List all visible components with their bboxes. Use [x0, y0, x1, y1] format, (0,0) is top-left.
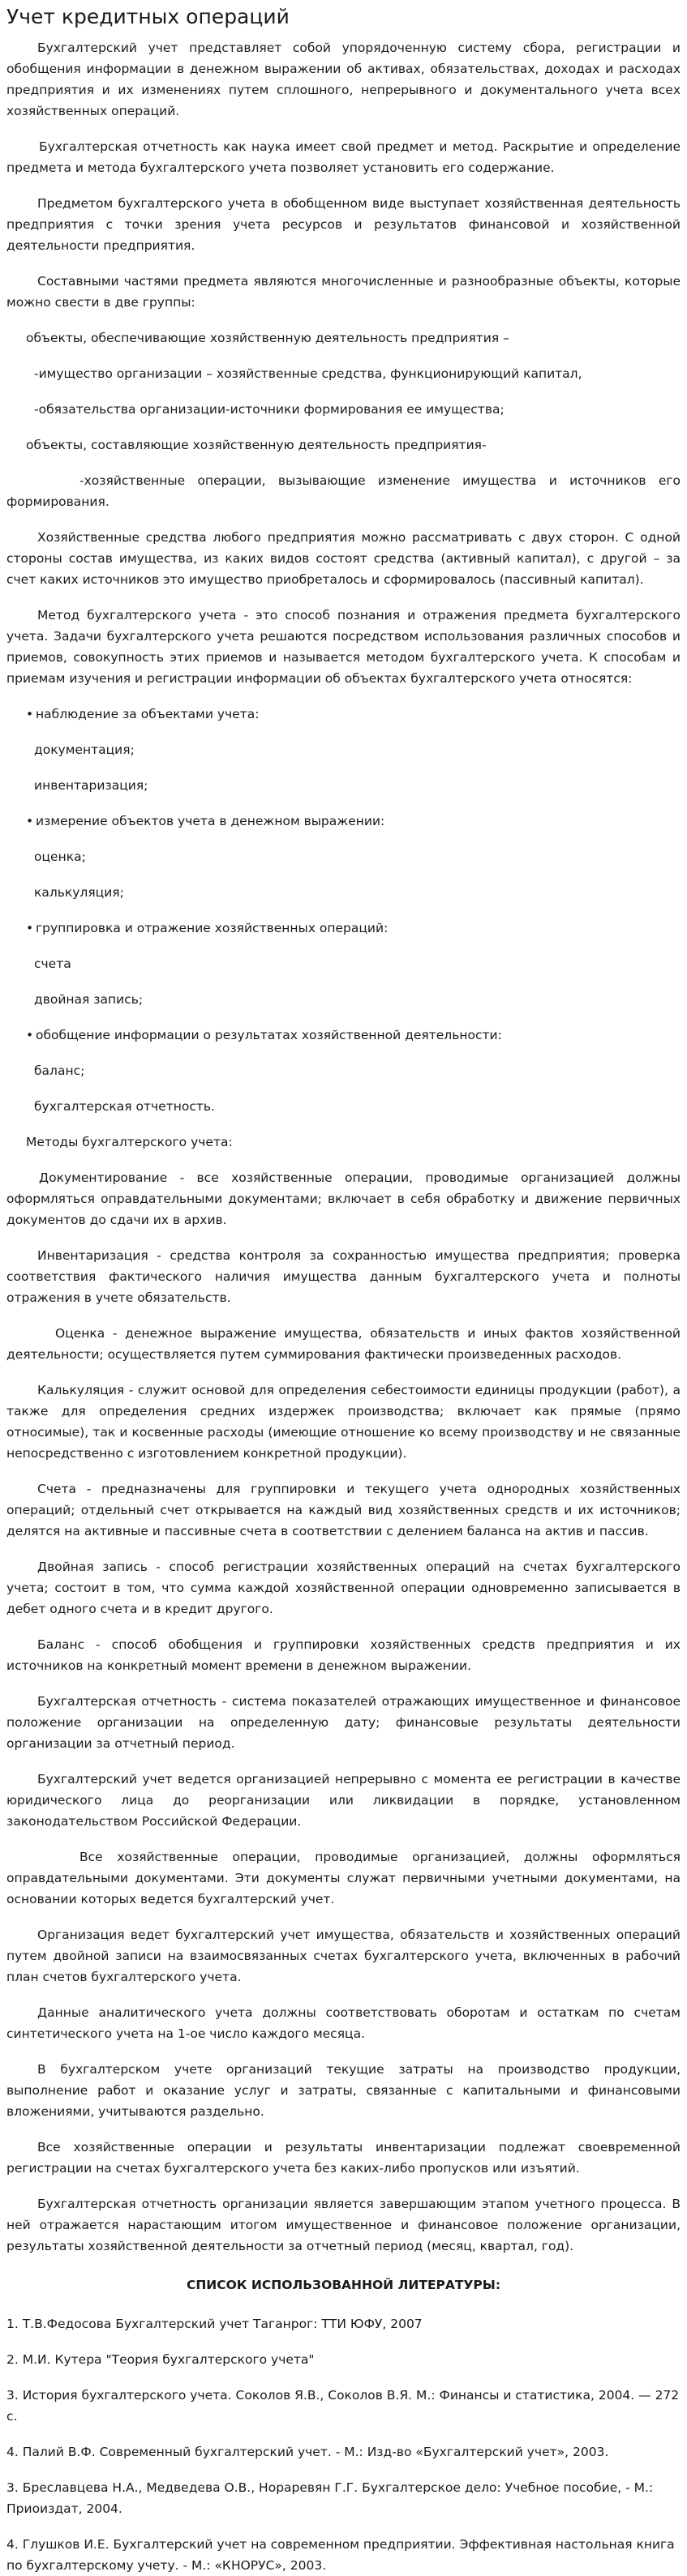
paragraph: Данные аналитического учета должны соответствовать оборотам и остаткам по счетам синтетического учета на 1-ое число каждого месяца.: [6, 2005, 681, 2041]
page-title: Учет кредитных операций: [6, 5, 290, 28]
literature-item: 1. Т.В.Федосова Бухгалтерский учет Таганрог: ТТИ ЮФУ, 2007: [6, 2317, 423, 2331]
list-item: двойная запись;: [34, 992, 144, 1007]
list-item: инвентаризация;: [34, 778, 148, 793]
list-item: калькуляция;: [34, 885, 124, 900]
paragraph: В бухгалтерском учете организаций текущие затраты на производство продукции, выполнение работ и оказание услуг и затраты, связанные с капитальными и финансовыми вложениями, учитываются раздельно.: [6, 2062, 681, 2119]
list-item: объекты, обеспечивающие хозяйственную деятельность предприятия –: [26, 331, 509, 345]
list-item: оценка;: [34, 849, 86, 864]
list-item: баланс;: [34, 1063, 85, 1078]
paragraph: Составными частями предмета являются многочисленные и разнообразные объекты, которые можно свести в две группы:: [6, 274, 681, 310]
paragraph: Предметом бухгалтерского учета в обобщенном виде выступает хозяйственная деятельность предприятия с точки зрения учета ресурсов и результатов финансовой и хозяйственной деятельности предприятия.: [6, 196, 681, 253]
paragraph: Бухгалтерский учет представляет собой упорядоченную систему сбора, регистрации и обобщения информации в денежном выражении об активах, обязательствах, доходах и расходах предприятия и их изменениях путем сплошного, непрерывного и документального учета всех хозяйственных операций.: [6, 41, 681, 118]
list-item: документация;: [34, 742, 135, 757]
paragraph: Калькуляция - служит основой для определения себестоимости единицы продукции (работ), а также для определения средних издержек производства; включает как прямые (прямо относимые), так и косвенные расходы (имеющие отношение ко всему производству и не связанные непосредственно с изготовлением конкретной продукции).: [6, 1383, 681, 1461]
list-item: -обязательства организации-источники формирования ее имущества;: [34, 402, 505, 417]
literature-item: 3. Бреславцева Н.А., Медведева О.В., Нораревян Г.Г. Бухгалтерское дело: Учебное пособие, - М.: Приоиздат, 2004.: [6, 2480, 654, 2516]
bullet-item: • группировка и отражение хозяйственных операций:: [26, 918, 681, 939]
paragraph: Все хозяйственные операции, проводимые организацией, должны оформляться оправдательными документами. Эти документы служат первичными учетными документами, на основании которых ведется бухгалтерский учет.: [6, 1850, 681, 1906]
list-item: бухгалтерская отчетность.: [34, 1099, 215, 1114]
paragraph: Баланс - способ обобщения и группировки хозяйственных средств предприятия и их источников на конкретный момент времени в денежном выражении.: [6, 1637, 681, 1673]
literature-title: СПИСОК ИСПОЛЬЗОВАННОЙ ЛИТЕРАТУРЫ:: [186, 2278, 501, 2292]
literature-item: 2. М.И. Кутера "Теория бухгалтерского учета": [6, 2352, 315, 2367]
list-item: объекты, составляющие хозяйственную деятельность предприятия-: [26, 438, 487, 452]
paragraph: Организация ведет бухгалтерский учет имущества, обязательств и хозяйственных операций путем двойной записи на взаимосвязанных счетах бухгалтерского учета, включенных в рабочий план счетов бухгалтерского учета.: [6, 1928, 681, 1984]
section-heading: Методы бухгалтерского учета:: [26, 1135, 233, 1149]
document-body: [6, 37, 681, 2576]
paragraph: Все хозяйственные операции и результаты инвентаризации подлежат своевременной регистрации на счетах бухгалтерского учета без каких-либо пропусков или изъятий.: [6, 2140, 681, 2176]
paragraph: Документирование - все хозяйственные операции, проводимые организацией должны оформляться оправдательными документами; включает в себя обработку и движение первичных документов до сдачи их в архив.: [6, 1170, 681, 1227]
bullet-item: • измерение объектов учета в денежном выражении:: [26, 811, 681, 832]
paragraph: Оценка - денежное выражение имущества, обязательств и иных фактов хозяйственной деятельности; осуществляется путем суммирования фактически произведенных расходов.: [6, 1326, 681, 1362]
list-item: -имущество организации – хозяйственные средства, функционирующий капитал,: [34, 366, 582, 381]
bullet-item: • наблюдение за объектами учета:: [26, 704, 681, 725]
bullet-item: • обобщение информации о результатах хозяйственной деятельности:: [26, 1025, 681, 1046]
literature-item: 3. История бухгалтерского учета. Соколов Я.В., Соколов В.Я. М.: Финансы и статистика, 2004. — 272 с.: [6, 2388, 680, 2424]
paragraph: Бухгалтерский учет ведется организацией непрерывно с момента ее регистрации в качестве юридического лица до реорганизации или ликвидации в порядке, установленном законодательством Российской Федерации.: [6, 1772, 681, 1829]
paragraph: Инвентаризация - средства контроля за сохранностью имущества предприятия; проверка соответствия фактического наличия имущества данным бухгалтерского учета и полноты отражения в учете обязательств.: [6, 1248, 681, 1305]
paragraph: Бухгалтерская отчетность организации является завершающим этапом учетного процесса. В ней отражается нарастающим итогом имущественное и финансовое положение организации, результаты хозяйственной деятельности за отчетный период (месяц, квартал, год).: [6, 2197, 681, 2253]
literature-item: 4. Палий В.Ф. Современный бухгалтерский учет. - М.: Изд-во «Бухгалтерский учет», 2003.: [6, 2445, 609, 2459]
literature-item: 4. Глушков И.Е. Бухгалтерский учет на современном предприятии. Эффективная настольная книга по бухгалтерскому учету. - М.: «КНОРУС», 2003.: [6, 2537, 675, 2573]
paragraph: Бухгалтерская отчетность - система показателей отражающих имущественное и финансовое положение организации на определенную дату; финансовые результаты деятельности организации за отчетный период.: [6, 1694, 681, 1751]
list-item: счета: [34, 956, 71, 971]
paragraph: Метод бухгалтерского учета - это способ познания и отражения предмета бухгалтерского учета. Задачи бухгалтерского учета решаются посредством использования различных способов и приемов, совокупность этих приемов и называется методом бухгалтерского учета. К способам и приемам изучения и регистрации информации об объектах бухгалтерского учета относятся:: [6, 608, 681, 686]
paragraph: Двойная запись - способ регистрации хозяйственных операций на счетах бухгалтерского учета; состоит в том, что сумма каждой хозяйственной операции одновременно записывается в дебет одного счета и в кредит другого.: [6, 1560, 681, 1616]
paragraph: Счета - предназначены для группировки и текущего учета однородных хозяйственных операций; отдельный счет открывается на каждый вид хозяйственных средств и их источников; делятся на активные и пассивные счета в соответствии с делением баланса на актив и пассив.: [6, 1482, 681, 1538]
literature-list: [6, 2313, 681, 2576]
paragraph: Хозяйственные средства любого предприятия можно рассматривать с двух сторон. С одной стороны состав имущества, из каких видов состоят средства (активный капитал), с другой – за счет каких источников это имущество приобреталось и сформировалось (пассивный капитал).: [6, 530, 681, 587]
paragraph: Бухгалтерская отчетность как наука имеет свой предмет и метод. Раскрытие и определение предмета и метода бухгалтерского учета позволяет установить его содержание.: [6, 139, 681, 175]
list-item: -хозяйственные операции, вызывающие изменение имущества и источников его формирования.: [6, 473, 681, 509]
